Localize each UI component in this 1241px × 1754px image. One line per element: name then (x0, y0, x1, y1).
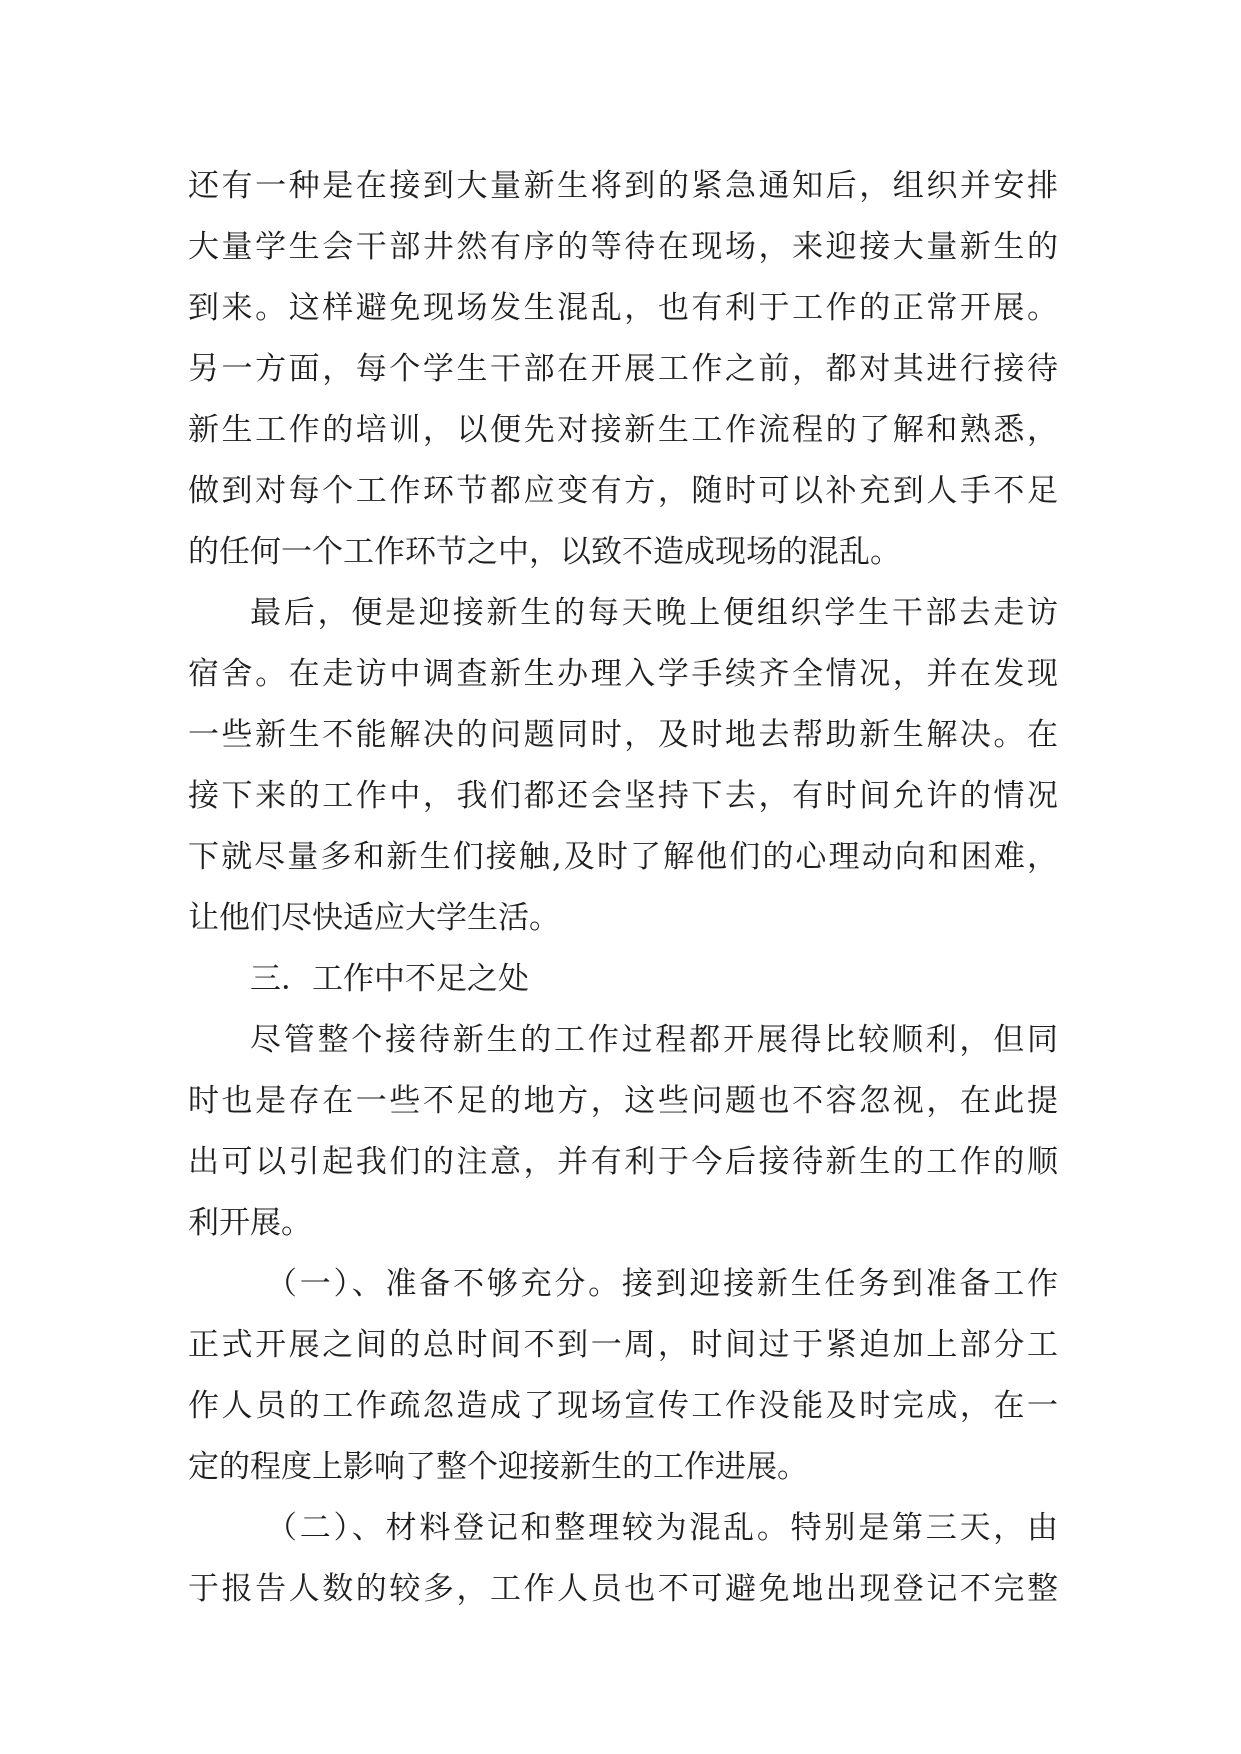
text-line: 让他们尽快适应大学生活。 (188, 900, 560, 936)
text-line: 利开展。 (188, 1205, 312, 1241)
text-line: 正式开展之间的总时间不到一周，时间过于紧迫加上部分工 (188, 1327, 1058, 1363)
text-line: 做到对每个工作环节都应变有方，随时可以补充到人手不足 (188, 473, 1058, 509)
text-line: 于报告人数的较多，工作人员也不可避免地出现登记不完整 (188, 1571, 1058, 1607)
text-line: 定的程度上影响了整个迎接新生的工作进展。 (188, 1449, 808, 1485)
text-line: 的任何一个工作环节之中，以致不造成现场的混乱。 (188, 534, 901, 570)
paragraph-first-line: （一）、准备不够充分。接到迎接新生任务到准备工作 (266, 1266, 1058, 1302)
paragraph-first-line: 尽管整个接待新生的工作过程都开展得比较顺利，但同 (250, 1022, 1058, 1058)
text-line: 大量学生会干部井然有序的等待在现场，来迎接大量新生的 (188, 229, 1058, 265)
paragraph-first-line: 最后，便是迎接新生的每天晚上便组织学生干部去走访 (250, 595, 1058, 631)
text-line: 下就尽量多和新生们接触,及时了解他们的心理动向和困难， (188, 839, 1058, 875)
text-line: 一些新生不能解决的问题同时，及时地去帮助新生解决。在 (188, 717, 1058, 753)
text-line: 还有一种是在接到大量新生将到的紧急通知后，组织并安排 (188, 168, 1058, 204)
section-heading: 三．工作中不足之处 (250, 961, 529, 997)
text-line: 另一方面，每个学生干部在开展工作之前，都对其进行接待 (188, 351, 1058, 387)
text-line: 出可以引起我们的注意，并有利于今后接待新生的工作的顺 (188, 1144, 1058, 1180)
text-line: 新生工作的培训，以便先对接新生工作流程的了解和熟悉， (188, 412, 1058, 448)
text-line: 到来。这样避免现场发生混乱，也有利于工作的正常开展。 (188, 290, 1058, 326)
document-body (188, 156, 1058, 1620)
text-line: 作人员的工作疏忽造成了现场宣传工作没能及时完成，在一 (188, 1388, 1058, 1424)
text-line: 时也是存在一些不足的地方，这些问题也不容忽视，在此提 (188, 1083, 1058, 1119)
text-line: 宿舍。在走访中调查新生办理入学手续齐全情况，并在发现 (188, 656, 1058, 692)
text-line: 接下来的工作中，我们都还会坚持下去，有时间允许的情况 (188, 778, 1058, 814)
paragraph-first-line: （二）、材料登记和整理较为混乱。特别是第三天，由 (266, 1510, 1058, 1546)
